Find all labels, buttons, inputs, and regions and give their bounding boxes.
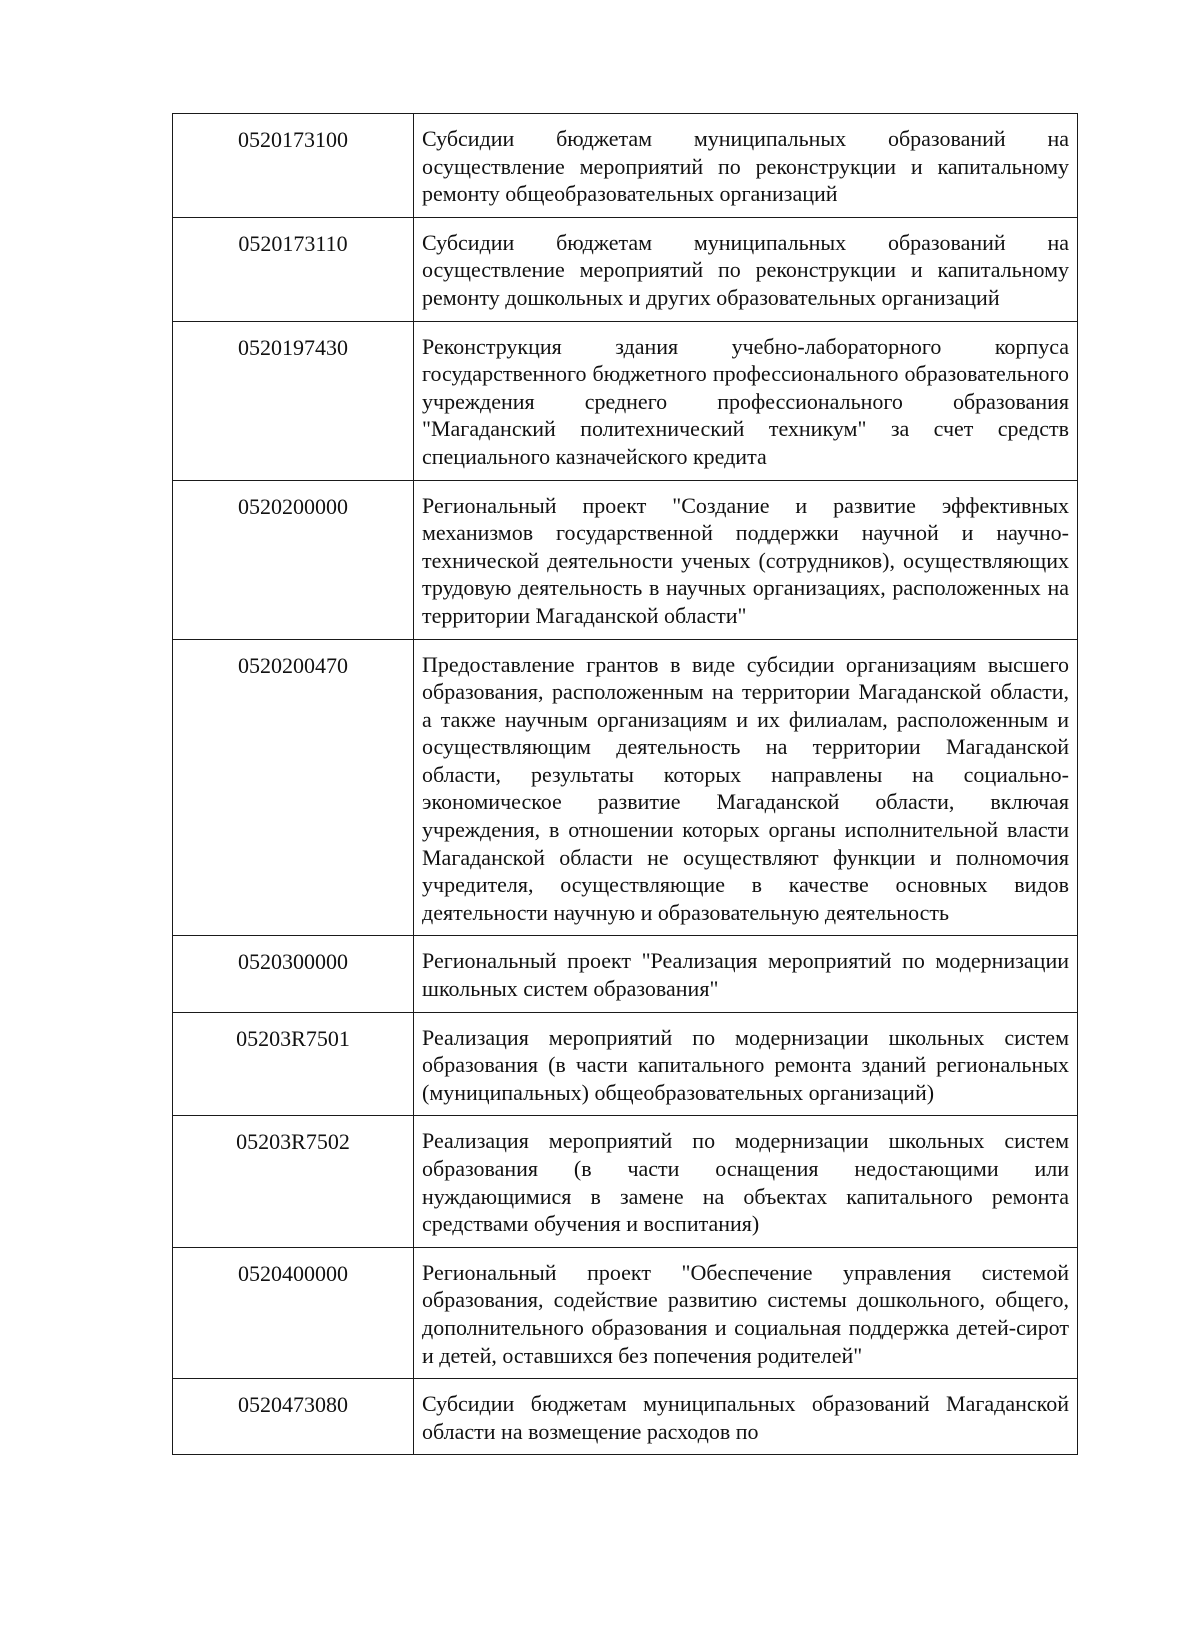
row-description: Региональный проект "Обеспечение управления системой образования, содействие развитию системы дошкольного, общего, дополнительного образования и социальная поддержка детей-сирот и детей, оставшихся без попечения родителей" (414, 1247, 1078, 1378)
row-code: 0520200470 (173, 639, 414, 936)
row-code: 05203R7502 (173, 1116, 414, 1247)
row-code: 0520400000 (173, 1247, 414, 1378)
row-description: Реконструкция здания учебно-лабораторного корпуса государственного бюджетного профессионального образовательного учреждения среднего профессионального образования "Магаданский политехнический техникум" за счет средств специального казначейского кредита (414, 321, 1078, 480)
row-code: 0520473080 (173, 1379, 414, 1455)
row-code: 05203R7501 (173, 1012, 414, 1116)
table-row (173, 1379, 1078, 1455)
row-description: Субсидии бюджетам муниципальных образований на осуществление мероприятий по реконструкции и капитальному ремонту дошкольных и других образовательных организаций (414, 217, 1078, 321)
row-code: 0520173110 (173, 217, 414, 321)
row-description: Реализация мероприятий по модернизации школьных систем образования (в части оснащения недостающими или нуждающимися в замене на объектах капитального ремонта средствами обучения и воспитания) (414, 1116, 1078, 1247)
row-description: Региональный проект "Реализация мероприятий по модернизации школьных систем образования" (414, 936, 1078, 1012)
table-row (173, 321, 1078, 480)
row-code: 0520173100 (173, 114, 414, 218)
table-row (173, 639, 1078, 936)
row-code: 0520300000 (173, 936, 414, 1012)
table-row (173, 114, 1078, 218)
row-description: Субсидии бюджетам муниципальных образований Магаданской области на возмещение расходов по (414, 1379, 1078, 1455)
row-code: 0520200000 (173, 480, 414, 639)
row-description: Субсидии бюджетам муниципальных образований на осуществление мероприятий по реконструкции и капитальному ремонту общеобразовательных организаций (414, 114, 1078, 218)
table-row (173, 1116, 1078, 1247)
row-description: Региональный проект "Создание и развитие эффективных механизмов государственной поддержки научной и научно-технической деятельности ученых (сотрудников), осуществляющих трудовую деятельность в научных организациях, расположенных на территории Магаданской области" (414, 480, 1078, 639)
table-row (173, 480, 1078, 639)
row-description: Предоставление грантов в виде субсидии организациям высшего образования, расположенным на территории Магаданской области, а также научным организациям и их филиалам, расположенным и осуществляющим деятельность на территории Магаданской области, результаты которых направлены на социально-экономическое развитие Магаданской области, включая учреждения, в отношении которых органы исполнительной власти Магаданской области не осуществляют функции и полномочия учредителя, осуществляющие в качестве основных видов деятельности научную и образовательную деятельность (414, 639, 1078, 936)
table-row (173, 217, 1078, 321)
row-description: Реализация мероприятий по модернизации школьных систем образования (в части капитального ремонта зданий региональных (муниципальных) общеобразовательных организаций) (414, 1012, 1078, 1116)
budget-classification-table (172, 113, 1078, 1455)
row-code: 0520197430 (173, 321, 414, 480)
table-row (173, 1012, 1078, 1116)
table-row (173, 1247, 1078, 1378)
table-row (173, 936, 1078, 1012)
